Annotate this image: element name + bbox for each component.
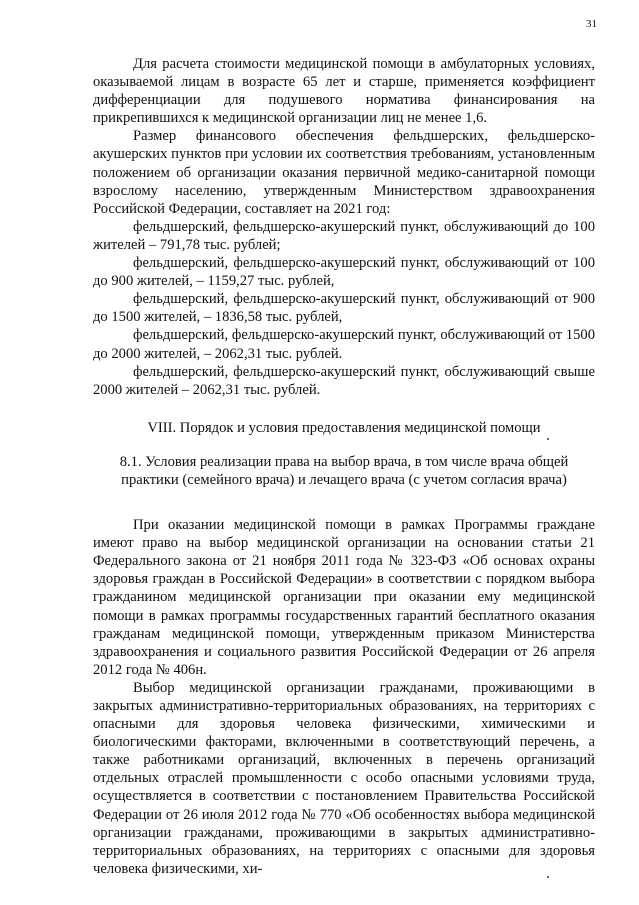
fap-list-item: фельдшерский, фельдшерско-акушерский пункт, обслуживающий от 1500 до 2000 жителей, – 2062,31 тыс. рублей. <box>93 327 595 362</box>
fap-list-item: фельдшерский, фельдшерско-акушерский пункт, обслуживающий от 100 до 900 жителей, – 1159,27 тыс. рублей, <box>93 255 595 290</box>
paragraph-fap-financing: Размер финансового обеспечения фельдшерских, фельдшерско-акушерских пунктов при условии их соответствия требованиям, установленным положением об организации оказания первичной медико-санитарной помощи взрослому населению, утвержденным Министерством здравоохранения Российской Федерации, составляет на 2021 год: <box>93 128 595 217</box>
scan-speck <box>547 876 549 878</box>
fap-list-item: фельдшерский, фельдшерско-акушерский пункт, обслуживающий до 100 жителей – 791,78 тыс. рублей; <box>93 218 595 253</box>
paragraph-choice-of-organization: При оказании медицинской помощи в рамках Программы граждане имеют право на выбор медицинской организации на основании статьи 21 Федерального закона от 21 ноября 2011 года № 323-ФЗ «Об основах охраны здоровья граждан в Российской Федерации» в соответствии с порядком выбора гражданином медицинской организации при оказании ему медицинской помощи в рамках программы государственных гарантий бесплатного оказания гражданам медицинской помощи, утвержденным приказом Министерства здравоохранения и социального развития Российской Федерации от 26 апреля 2012 года № 406н. <box>93 517 595 678</box>
scan-speck <box>547 438 549 440</box>
subsection-title: 8.1. Условия реализации права на выбор врача, в том числе врача общей практики (семейного врача) и лечащего врача (с учетом согласия врача) <box>119 453 569 488</box>
page-number: 31 <box>586 18 597 30</box>
paragraph-closed-territories: Выбор медицинской организации гражданами, проживающими в закрытых административно-территориальных образованиях, на территориях с опасными для здоровья человека физическими, химическими и биологическими факторами, включенными в соответствующий перечень, а также работниками организаций, включенных в перечень организаций отдельных отраслей промышленности с особо опасными условиями труда, осуществляется в соответствии с постановлением Правительства Российской Федерации от 26 июля 2012 года № 770 «Об особенностях выбора медицинской организации гражданами, проживающими в закрытых административно-территориальных образованиях, на территориях с опасными для здоровья человека физическими, хи- <box>93 679 595 877</box>
paragraph-elderly-coefficient: Для расчета стоимости медицинской помощи в амбулаторных условиях, оказываемой лицам в возрасте 65 лет и старше, применяется коэффициент дифференциации для подушевого норматива финансирования на прикрепившихся к медицинской организации лиц не менее 1,6. <box>93 56 595 127</box>
fap-list-item: фельдшерский, фельдшерско-акушерский пункт, обслуживающий от 900 до 1500 жителей, – 1836,58 тыс. рублей, <box>93 291 595 326</box>
section-title: VIII. Порядок и условия предоставления медицинской помощи <box>147 419 541 436</box>
document-body <box>93 55 595 878</box>
fap-list-item: фельдшерский, фельдшерско-акушерский пункт, обслуживающий свыше 2000 жителей – 2062,31 тыс. рублей. <box>93 363 595 398</box>
